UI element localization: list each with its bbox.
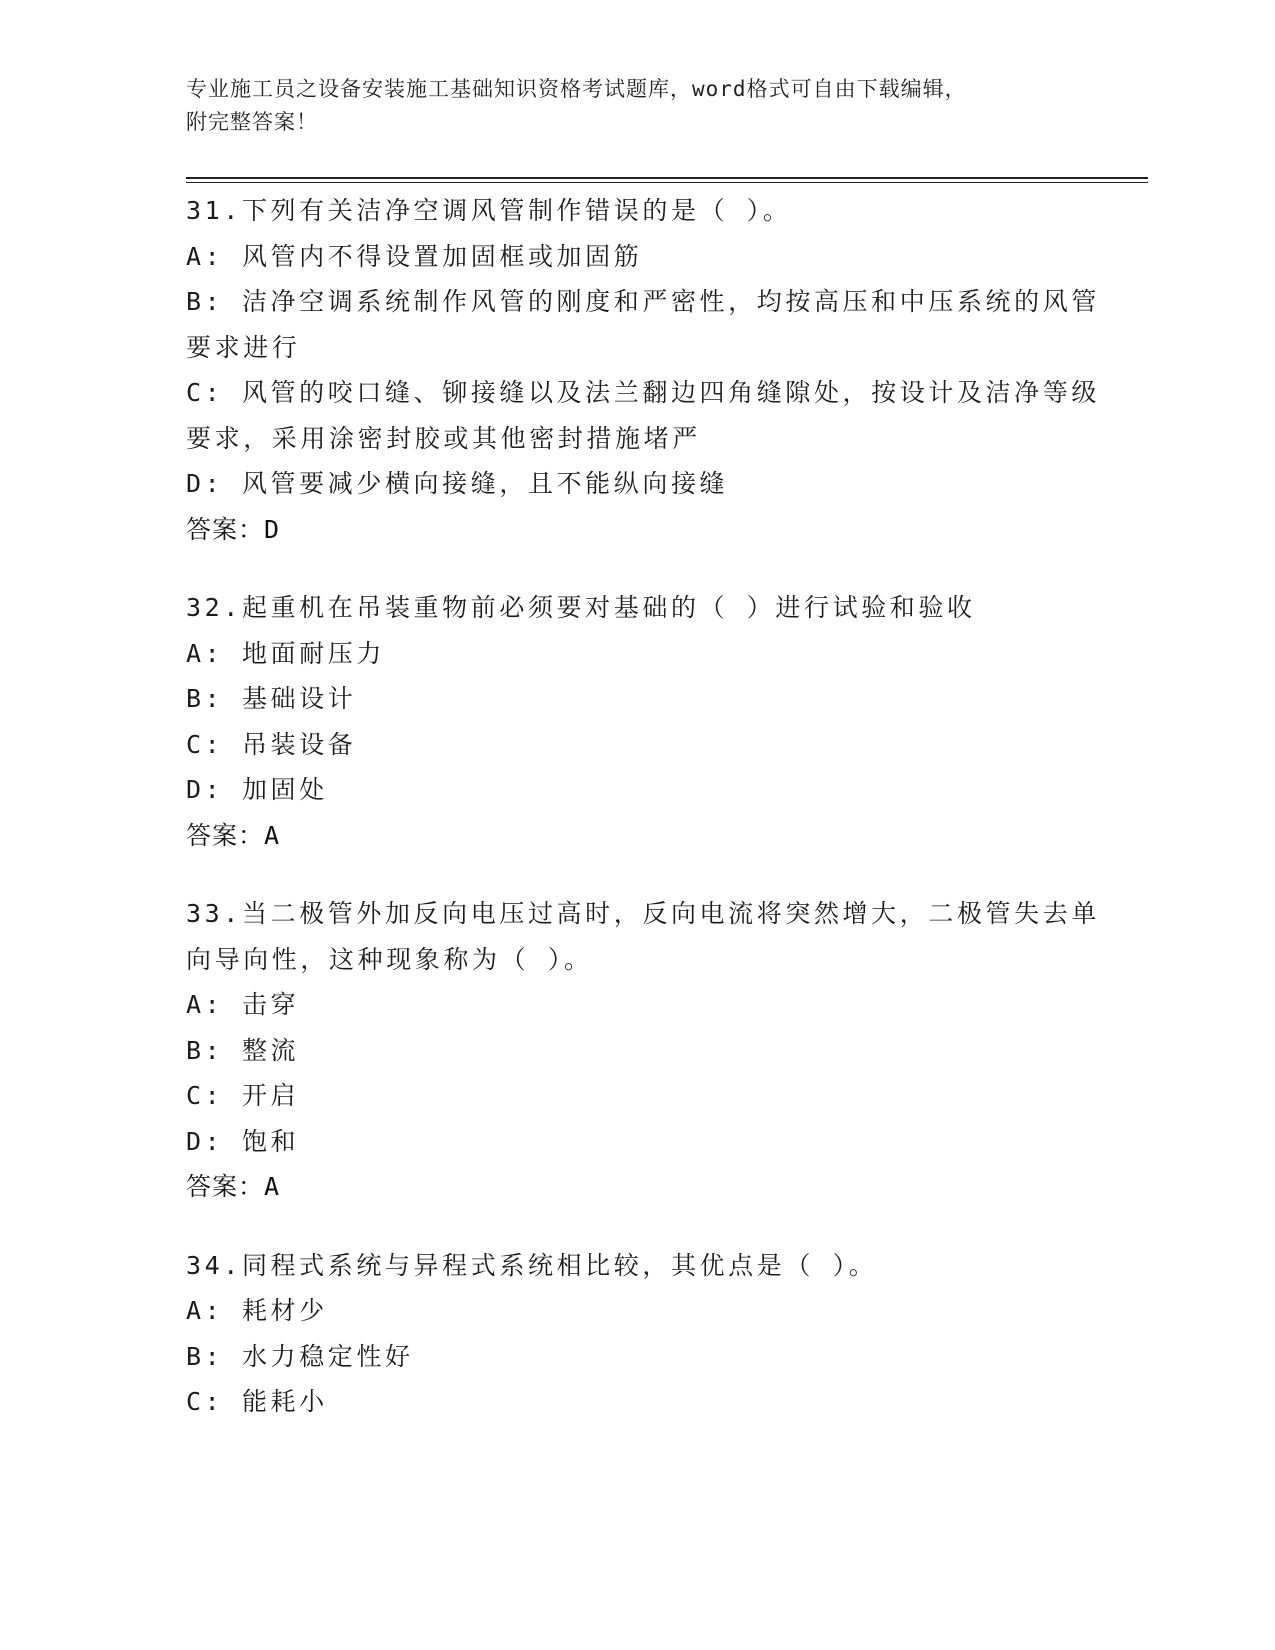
option-a: A: 地面耐压力 xyxy=(186,638,385,668)
option-c: C: 能耗小 xyxy=(186,1387,328,1416)
question-stem: 33.当二极管外加反向电压过高时，反向电流将突然增大，二极管失去单向导向性，这种现象称为（ ）。 xyxy=(186,899,1100,974)
question-stem: 32.起重机在吊装重物前必须要对基础的（ ）进行试验和验收 xyxy=(186,593,976,622)
header-divider-thin xyxy=(186,182,1148,183)
option-c: C: 吊装设备 xyxy=(186,729,357,759)
question-32 xyxy=(186,585,1106,858)
option-b: B: 基础设计 xyxy=(186,684,357,713)
header-title-line-2: 附完整答案！ xyxy=(186,110,318,134)
option-a: A: 耗材少 xyxy=(186,1296,328,1325)
option-d: D: 加固处 xyxy=(186,775,328,804)
answer-label: 答案：A xyxy=(186,1172,281,1201)
option-a: A: 击穿 xyxy=(186,990,300,1019)
option-b: B: 整流 xyxy=(186,1035,300,1065)
option-c: C: 开启 xyxy=(186,1081,300,1110)
option-b: B: 洁净空调系统制作风管的刚度和严密性，均按高压和中压系统的风管要求进行 xyxy=(186,287,1100,362)
question-31 xyxy=(186,188,1106,552)
header-title-line-1: 专业施工员之设备安装施工基础知识资格考试题库，word格式可自由下载编辑， xyxy=(186,77,967,101)
question-34 xyxy=(186,1243,1106,1425)
document-header xyxy=(186,73,1086,139)
question-stem: 31.下列有关洁净空调风管制作错误的是（ ）。 xyxy=(186,196,792,225)
answer-label: 答案：A xyxy=(186,820,281,850)
option-b: B: 水力稳定性好 xyxy=(186,1341,414,1371)
question-list xyxy=(186,188,1106,1458)
question-33 xyxy=(186,891,1106,1210)
option-d: D: 风管要减少横向接缝，且不能纵向接缝 xyxy=(186,469,729,498)
answer-label: 答案：D xyxy=(186,514,281,544)
question-stem: 34.同程式系统与异程式系统相比较，其优点是（ ）。 xyxy=(186,1250,878,1280)
option-a: A: 风管内不得设置加固框或加固筋 xyxy=(186,241,643,271)
option-d: D: 饱和 xyxy=(186,1126,300,1156)
header-divider-thick xyxy=(186,177,1148,179)
option-c: C: 风管的咬口缝、铆接缝以及法兰翻边四角缝隙处，按设计及洁净等级要求，采用涂密封胶或其他密封措施堵严 xyxy=(186,378,1100,453)
